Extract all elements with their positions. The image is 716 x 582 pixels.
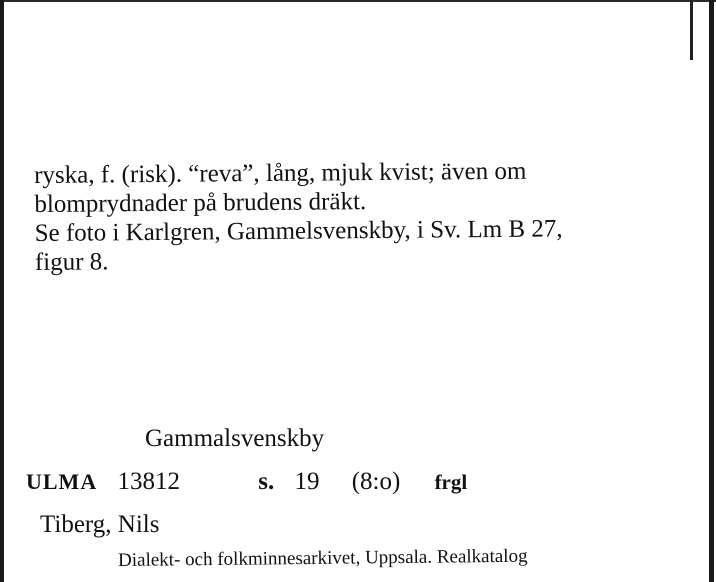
card-top-edge (0, 0, 716, 2)
entry-line: blomprydnader på brudens dräkt. (34, 188, 367, 218)
record-number: 13812 (117, 468, 180, 495)
card-left-edge (0, 0, 4, 582)
page-label: s. (258, 468, 275, 495)
format-label: (8:o) (351, 468, 401, 495)
archive-footer: Dialekt- och folkminnesarkivet, Uppsala. Realkatalog (118, 545, 528, 571)
entry-text (34, 155, 685, 277)
card-right-edge (709, 0, 714, 582)
collector-name: Tiberg, Nils (40, 511, 160, 538)
card-corner-mark (690, 0, 693, 60)
archive-label: ULMA (26, 469, 98, 494)
reference-row (26, 468, 467, 496)
category-code: frgl (434, 470, 468, 494)
page-number: 19 (294, 468, 320, 495)
entry-line: ryska, f. (risk). “reva”, lång, mjuk kvist; även om (34, 157, 527, 189)
place-name: Gammalsvenskby (145, 425, 325, 452)
entry-line: Se foto i Karlgren, Gammelsvenskby, i Sv. Lm B 27, (34, 215, 563, 247)
entry-line: figur 8. (34, 248, 109, 276)
